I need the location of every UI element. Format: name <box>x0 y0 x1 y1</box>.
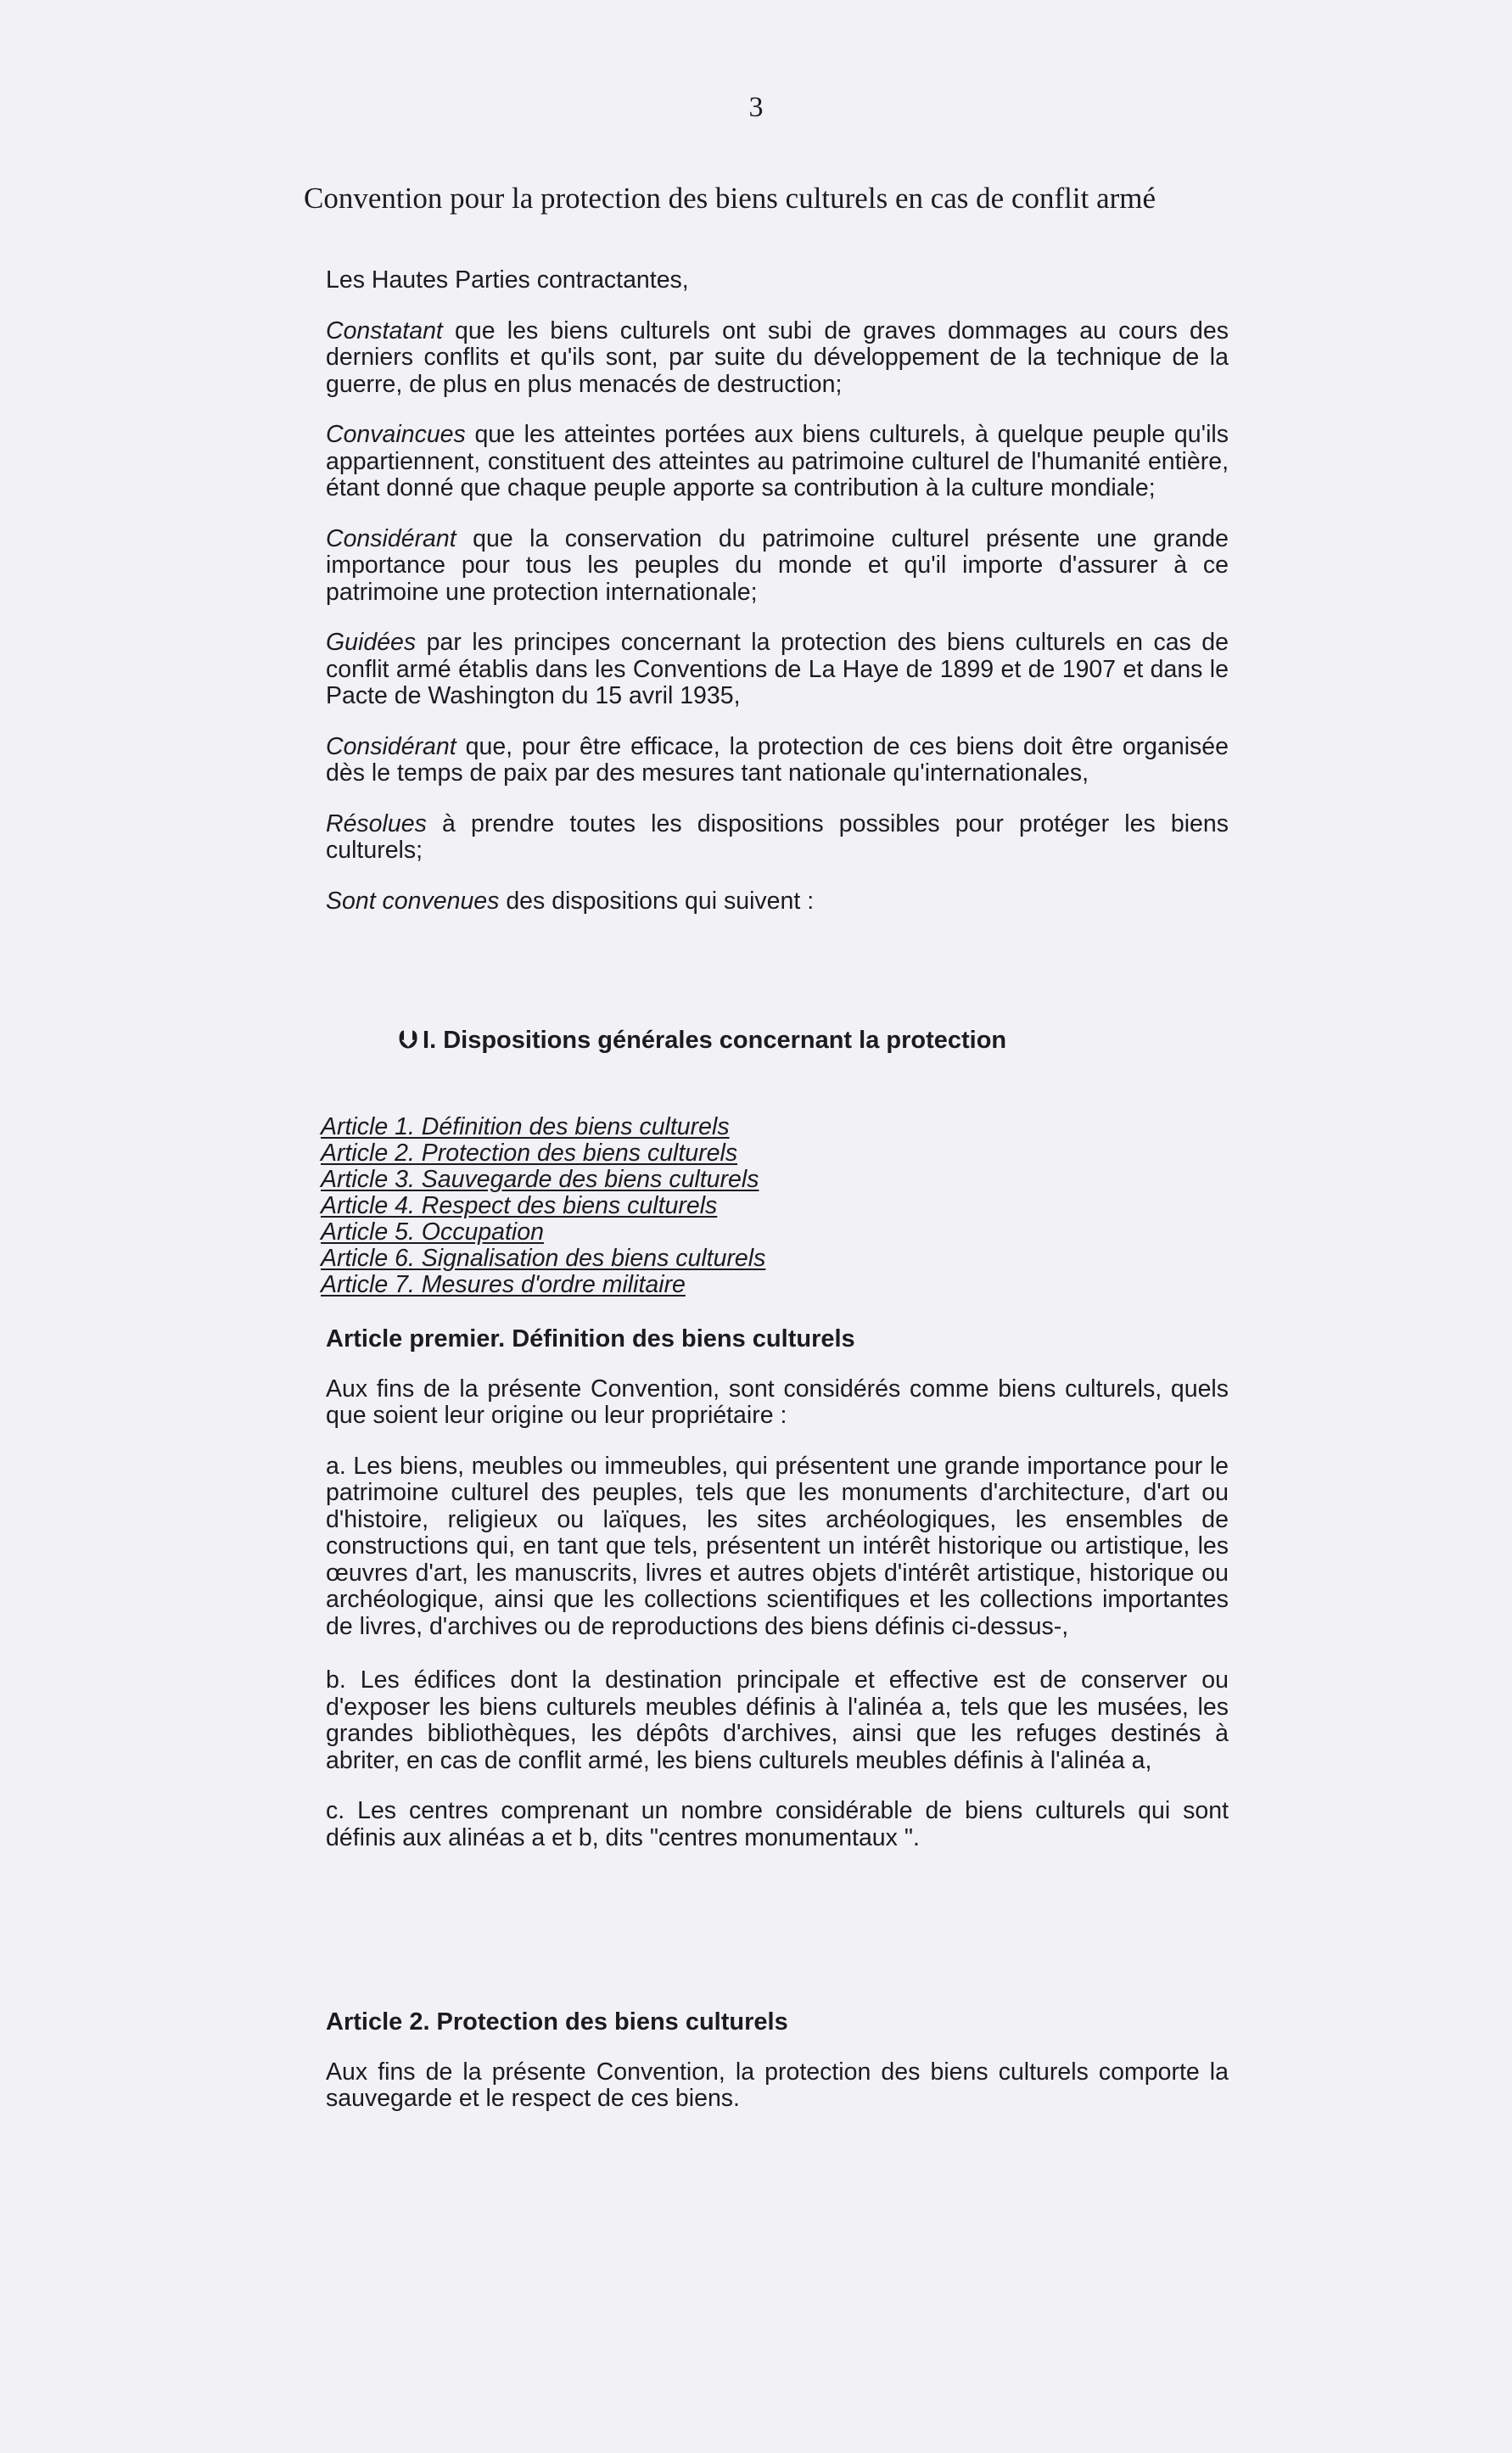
lead-word: Constatant <box>326 316 443 344</box>
preamble-paragraph-6: Résolues à prendre toutes les dispositions possibles pour protéger les biens culturels; <box>326 809 1229 864</box>
toc-link-article-5[interactable]: Article 5. Occupation <box>321 1218 544 1246</box>
lead-word: Convaincues <box>326 421 466 448</box>
preamble <box>326 267 1229 915</box>
preamble-paragraph-3: Considérant que la conservation du patrimoine culturel présente une grande importance pour tous les peuples du monde et qu'il importe d'assurer à ce patrimoine une protection internationale; <box>326 524 1229 606</box>
page-number: 3 <box>748 92 764 123</box>
preamble-paragraph-4: Guidées par les principes concernant la protection des biens culturels en cas de conflit armé établis dans les Conventions de La Haye de 1899 et de 1907 et dans le Pacte de Washington du 15 avril 1935, <box>326 629 1229 709</box>
toc-link-article-7[interactable]: Article 7. Mesures d'ordre militaire <box>321 1271 686 1298</box>
lead-word: Sont convenues <box>326 887 500 915</box>
lead-word: Considérant <box>326 524 456 552</box>
preamble-opening: Les Hautes Parties contractantes, <box>326 266 689 294</box>
lead-word: Résolues <box>326 809 427 837</box>
preamble-paragraph-5: Considérant que, pour être efficace, la protection de ces biens doit être organisée dès le temps de paix par des mesures tant nationale qu'internationales, <box>326 732 1229 787</box>
preamble-paragraph-7: Sont convenues des dispositions qui suivent : <box>326 887 815 915</box>
table-of-contents <box>321 1114 765 1298</box>
document-title: Convention pour la protection des biens culturels en cas de conflit armé <box>304 182 1156 215</box>
toc-link-article-2[interactable]: Article 2. Protection des biens culturels <box>321 1140 738 1167</box>
section-heading <box>399 1027 1006 1055</box>
article-2-text: Aux fins de la présente Convention, la protection des biens culturels comporte la sauvegarde et le respect de ces biens. <box>326 2058 1229 2112</box>
toc-link-article-4[interactable]: Article 4. Respect des biens culturels <box>321 1192 718 1219</box>
collapse-arrow-icon[interactable]: ⮋ <box>399 1027 418 1054</box>
article-1-item-a: a. Les biens, meubles ou immeubles, qui présentent une grande importance pour le patrimoine culturel des peuples, tels que les monuments d'architecture, d'art ou d'histoire, religieux ou laïques, les sites archéologiques, les ensembles de constructions qui, en tant que tels, présentent un intérêt historique ou artistique, les œuvres d'art, les manuscrits, livres et autres objets d'intérêt artistique, historique ou archéologique, ainsi que les collections scientifiques et les collections importantes de livres, d'archives ou de reproductions des biens définis ci-dessus-, <box>326 1452 1229 1640</box>
preamble-paragraph-2: Convaincues que les atteintes portées aux biens culturels, à quelque peuple qu'ils appartiennent, constituent des atteintes au patrimoine culturel de l'humanité entière, étant donné que chaque peuple apporte sa contribution à la culture mondiale; <box>326 421 1229 501</box>
toc-link-article-1[interactable]: Article 1. Définition des biens culturels <box>321 1113 730 1140</box>
article-1-item-b: b. Les édifices dont la destination principale et effective est de conserver ou d'exposer les biens culturels meubles définis à l'alinéa a, tels que les musées, les grandes bibliothèques, les dépôts d'archives, ainsi que les refuges destinés à abriter, en cas de conflit armé, les biens culturels meubles définis à l'alinéa a, <box>326 1666 1229 1774</box>
lead-word: Considérant <box>326 732 456 760</box>
article-1-heading: Article premier. Définition des biens culturels <box>326 1325 855 1353</box>
article-1 <box>326 1326 1229 1851</box>
preamble-paragraph-1: Constatant que les biens culturels ont subi de graves dommages au cours des derniers conflits et qu'ils sont, par suite du développement de la technique de la guerre, de plus en plus menacés de destruction; <box>326 316 1229 398</box>
lead-word: Guidées <box>326 629 417 656</box>
toc-link-article-6[interactable]: Article 6. Signalisation des biens culturels <box>321 1245 766 1272</box>
toc-link-article-3[interactable]: Article 3. Sauvegarde des biens culturels <box>321 1166 759 1193</box>
article-2 <box>326 2009 1229 2113</box>
article-1-item-c: c. Les centres comprenant un nombre considérable de biens culturels qui sont définis aux alinéas a et b, dits "centres monumentaux ". <box>326 1797 1229 1851</box>
article-2-heading: Article 2. Protection des biens culturels <box>326 2008 788 2036</box>
article-1-intro: Aux fins de la présente Convention, sont considérés comme biens culturels, quels que soient leur origine ou leur propriétaire : <box>326 1375 1229 1429</box>
section-heading-text: I. Dispositions générales concernant la protection <box>423 1027 1007 1054</box>
